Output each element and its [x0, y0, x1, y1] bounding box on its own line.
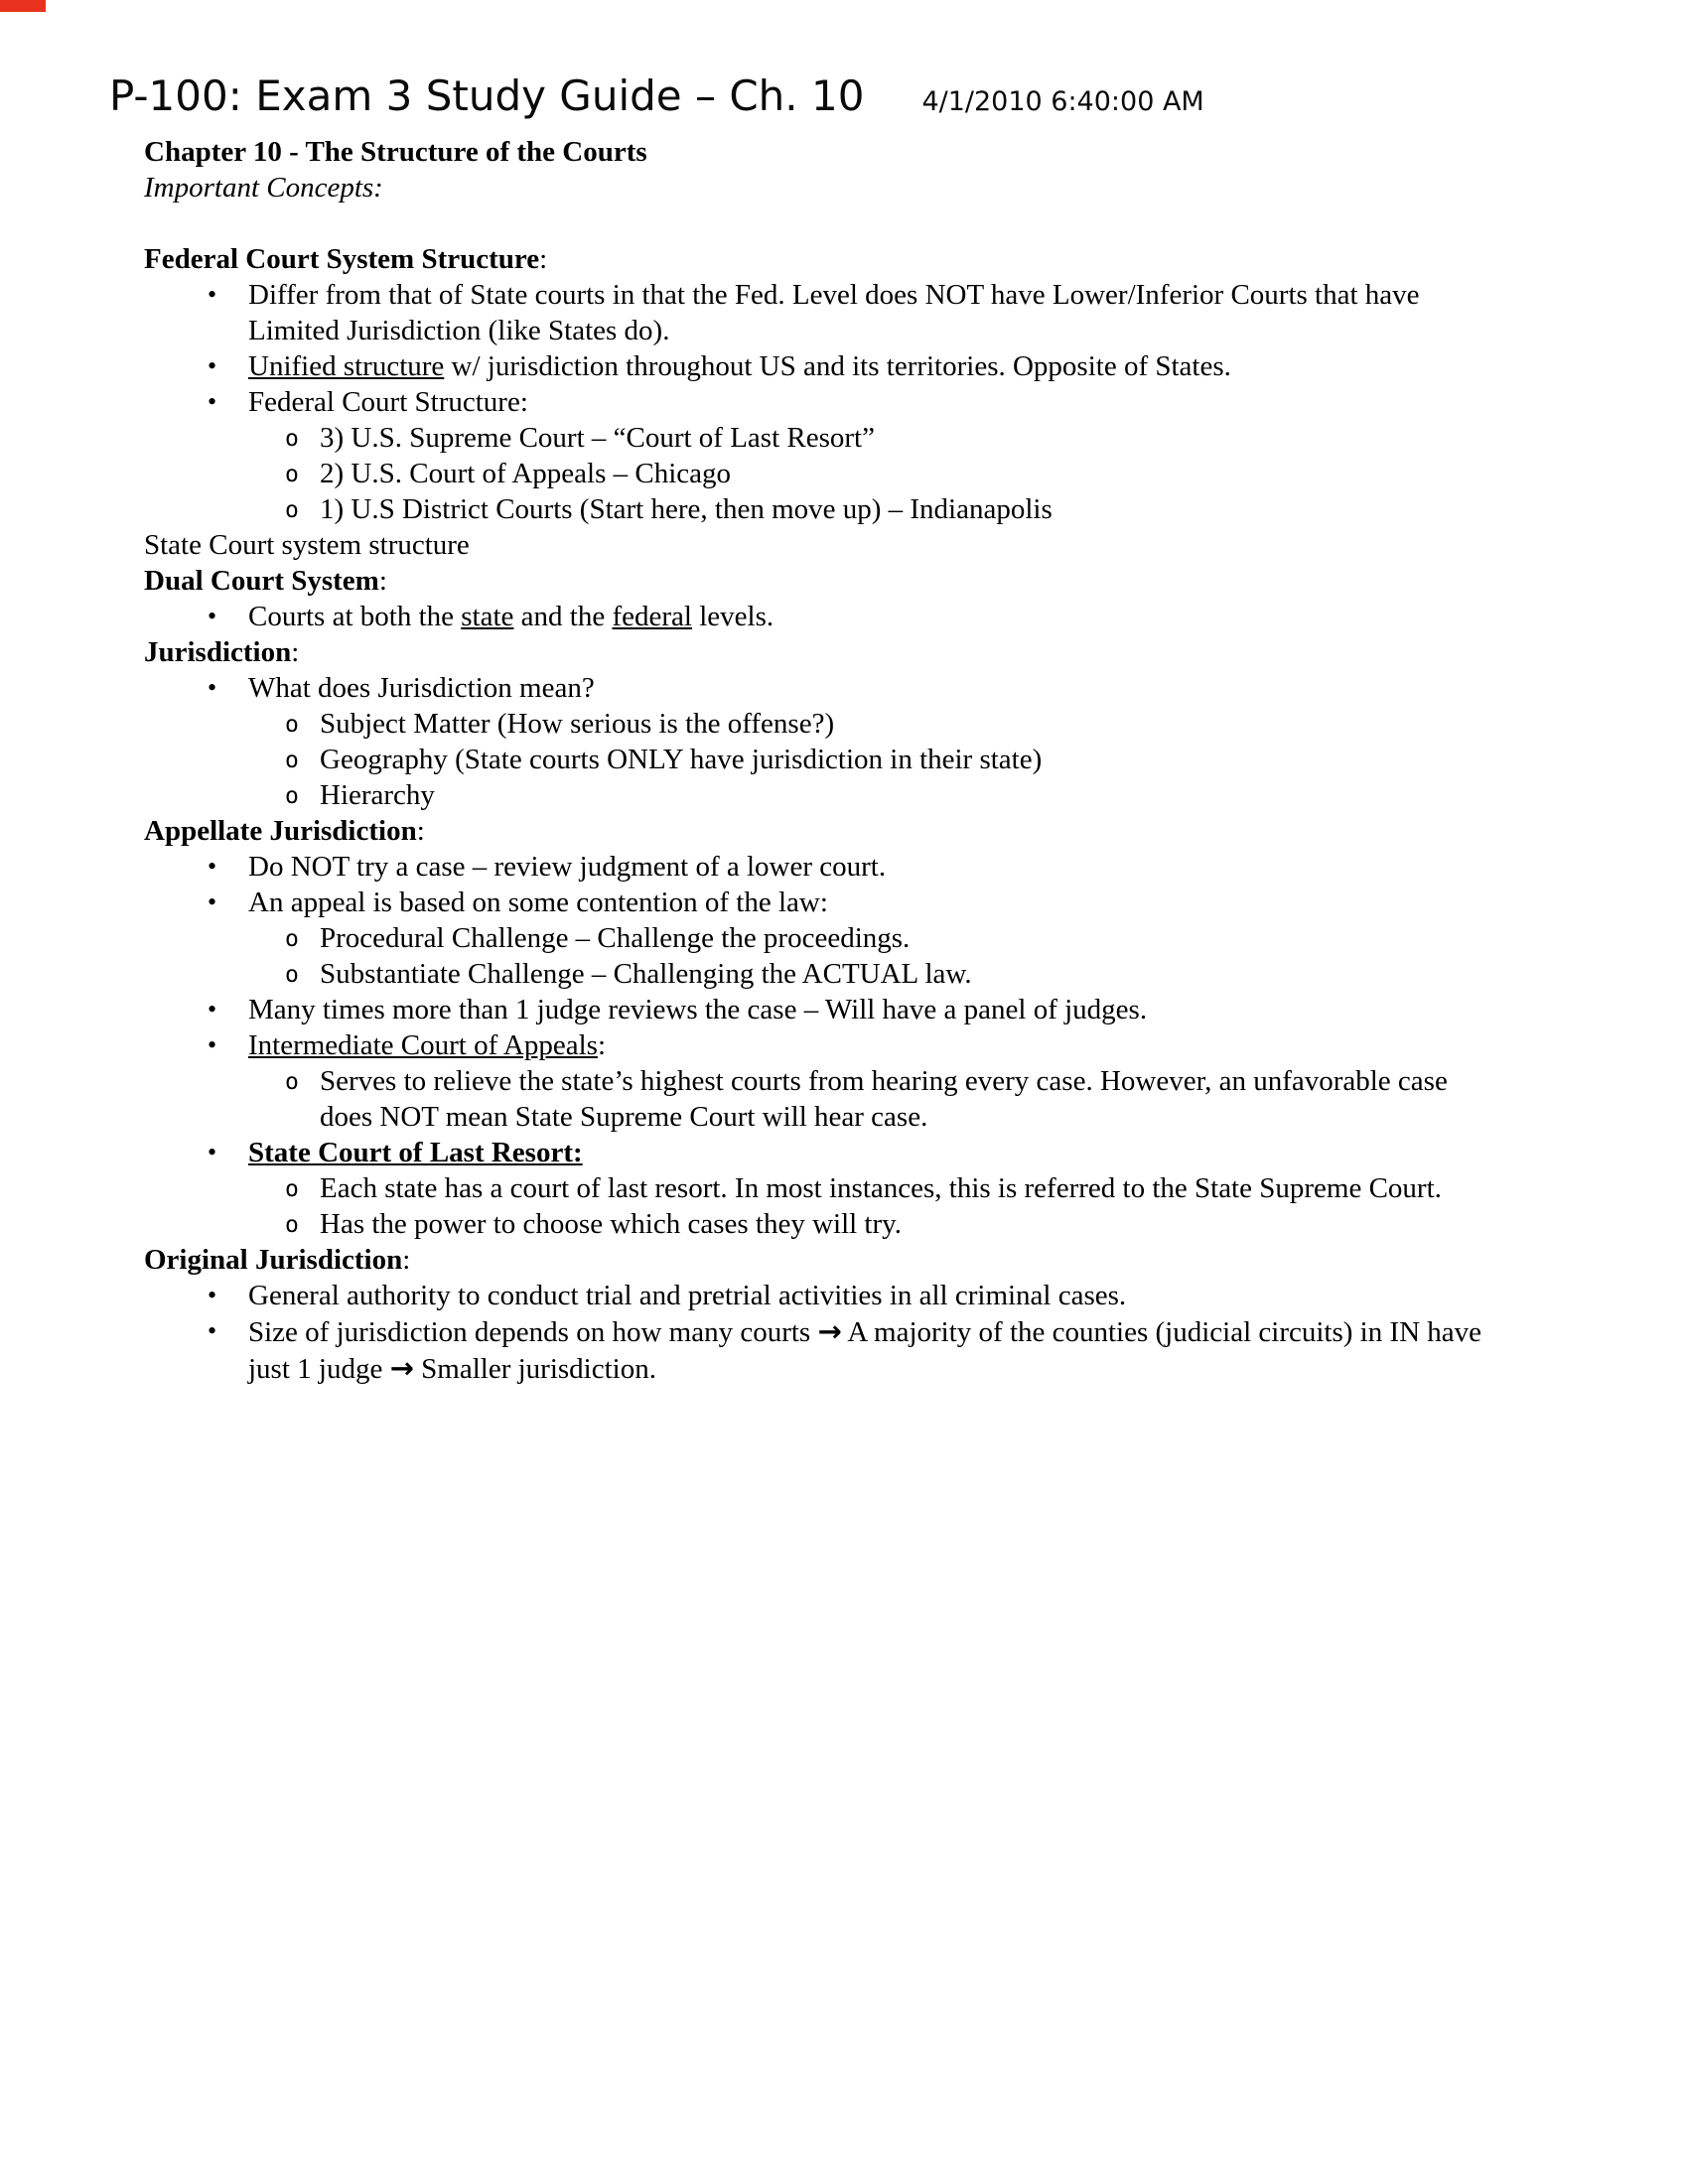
bullet-circle-icon: o: [285, 748, 299, 773]
list-item: [144, 348, 1489, 384]
text-segment: Geography (State courts ONLY have jurisdiction in their state): [320, 744, 1043, 775]
text-segment: 3) U.S. Supreme Court – “Court of Last Resort”: [320, 422, 875, 454]
text-segment: w/ jurisdiction throughout US and its territories. Opposite of States.: [444, 350, 1231, 382]
bullet-circle-icon: o: [285, 462, 299, 487]
bullet-circle-icon: o: [285, 1212, 299, 1238]
section-heading: [144, 241, 1489, 277]
bullet-dot-icon: •: [208, 995, 217, 1024]
text-segment: :: [291, 636, 300, 668]
text-segment: Has the power to choose which cases they will try.: [320, 1208, 903, 1240]
bullet-dot-icon: •: [208, 673, 217, 702]
text-segment: What does Jurisdiction mean?: [248, 672, 595, 704]
sub-list-item: [144, 956, 1489, 992]
sub-list-item: [144, 1170, 1489, 1206]
corner-mark: [0, 0, 46, 12]
text-segment: levels.: [691, 601, 774, 632]
text-segment: State Court system structure: [144, 529, 470, 561]
text-segment: Unified structure: [248, 350, 445, 382]
text-segment: Original Jurisdiction: [144, 1244, 403, 1276]
text-segment: Chapter 10 - The Structure of the Courts: [144, 136, 647, 168]
text-segment: Smaller jurisdiction.: [413, 1353, 656, 1385]
bullet-dot-icon: •: [208, 1316, 217, 1345]
sub-list-item: [144, 456, 1489, 491]
sub-list-item: [144, 1063, 1489, 1135]
right-arrow-icon: →: [817, 1314, 842, 1348]
text-segment: Each state has a court of last resort. In most instances, this is referred to the State Supreme Court.: [320, 1172, 1442, 1204]
list-item: [144, 384, 1489, 420]
bullet-dot-icon: •: [208, 852, 217, 881]
bullet-dot-icon: •: [208, 351, 217, 380]
text-segment: :: [378, 565, 387, 597]
document-title: P-100: Exam 3 Study Guide – Ch. 10: [109, 71, 865, 120]
text-segment: federal: [612, 601, 692, 632]
text-segment: 2) U.S. Court of Appeals – Chicago: [320, 458, 732, 489]
text-segment: 1) U.S District Courts (Start here, then move up) – Indianapolis: [320, 493, 1053, 525]
text-segment: Differ from that of State courts in that the Fed. Level does NOT have Lower/Inferior Courts that have Limited Jurisdiction (like States do).: [248, 279, 1420, 346]
bullet-circle-icon: o: [285, 962, 299, 988]
text-segment: Jurisdiction: [144, 636, 292, 668]
sub-list-item: [144, 742, 1489, 777]
bullet-circle-icon: o: [285, 1176, 299, 1202]
text-segment: Important Concepts:: [144, 172, 383, 204]
list-item: [144, 1278, 1489, 1313]
sub-list-item: [144, 777, 1489, 813]
text-segment: :: [416, 815, 425, 847]
bullet-dot-icon: •: [208, 602, 217, 630]
list-item: [144, 1135, 1489, 1170]
bullet-dot-icon: •: [208, 387, 217, 416]
section-heading: [144, 634, 1489, 670]
document-timestamp: 4/1/2010 6:40:00 AM: [921, 86, 1204, 117]
text-segment: Federal Court System Structure: [144, 243, 540, 275]
bullet-circle-icon: o: [285, 783, 299, 809]
list-item: [144, 992, 1489, 1027]
text-segment: state: [461, 601, 514, 632]
text-segment: Appellate Jurisdiction: [144, 815, 417, 847]
text-segment: Courts at both the: [248, 601, 462, 632]
section-heading: [144, 813, 1489, 849]
bullet-dot-icon: •: [208, 1281, 217, 1309]
text-segment: Many times more than 1 judge reviews the case – Will have a panel of judges.: [248, 994, 1148, 1025]
bullet-circle-icon: o: [285, 712, 299, 738]
text-segment: :: [402, 1244, 411, 1276]
text-segment: Hierarchy: [320, 779, 435, 811]
bullet-circle-icon: o: [285, 426, 299, 452]
sub-list-item: [144, 491, 1489, 527]
sub-list-item: [144, 920, 1489, 956]
list-item: [144, 670, 1489, 706]
list-item: [144, 1027, 1489, 1063]
bullet-dot-icon: •: [208, 887, 217, 916]
text-segment: Federal Court Structure:: [248, 386, 528, 418]
bullet-dot-icon: •: [208, 1030, 217, 1059]
document-header: [0, 0, 1688, 120]
bullet-dot-icon: •: [208, 1138, 217, 1166]
list-item: [144, 849, 1489, 885]
text-segment: General authority to conduct trial and pretrial activities in all criminal cases.: [248, 1280, 1127, 1311]
list-item: [144, 1313, 1489, 1387]
document-body: [144, 134, 1489, 1387]
text-segment: Dual Court System: [144, 565, 379, 597]
text-segment: Do NOT try a case – review judgment of a lower court.: [248, 851, 887, 883]
text-segment: Intermediate Court of Appeals: [248, 1029, 598, 1061]
bullet-circle-icon: o: [285, 497, 299, 523]
paragraph: [144, 170, 1489, 205]
section-heading: [144, 1242, 1489, 1278]
list-item: [144, 885, 1489, 920]
text-segment: :: [539, 243, 548, 275]
text-segment: An appeal is based on some contention of the law:: [248, 887, 828, 918]
text-segment: Procedural Challenge – Challenge the proceedings.: [320, 922, 911, 954]
text-segment: Serves to relieve the state’s highest courts from hearing every case. However, an unfavorable case does NOT mean State Supreme Court will hear case.: [320, 1065, 1448, 1133]
text-segment: Subject Matter (How serious is the offense?): [320, 708, 835, 740]
section-heading: [144, 563, 1489, 599]
section-heading: [144, 134, 1489, 170]
sub-list-item: [144, 706, 1489, 742]
text-segment: and the: [513, 601, 613, 632]
text-segment: A majority of the counties (judicial circuits) in IN have just 1 judge: [248, 1316, 1482, 1385]
bullet-circle-icon: o: [285, 926, 299, 952]
list-item: [144, 599, 1489, 634]
text-segment: Substantiate Challenge – Challenging the ACTUAL law.: [320, 958, 972, 990]
blank-line: [144, 205, 1489, 241]
sub-list-item: [144, 420, 1489, 456]
bullet-dot-icon: •: [208, 280, 217, 309]
paragraph: [144, 527, 1489, 563]
sub-list-item: [144, 1206, 1489, 1242]
bullet-circle-icon: o: [285, 1069, 299, 1095]
right-arrow-icon: →: [389, 1351, 414, 1385]
text-segment: Size of jurisdiction depends on how many courts: [248, 1316, 818, 1348]
text-segment: :: [597, 1029, 606, 1061]
list-item: [144, 277, 1489, 348]
text-segment: State Court of Last Resort:: [248, 1137, 583, 1168]
